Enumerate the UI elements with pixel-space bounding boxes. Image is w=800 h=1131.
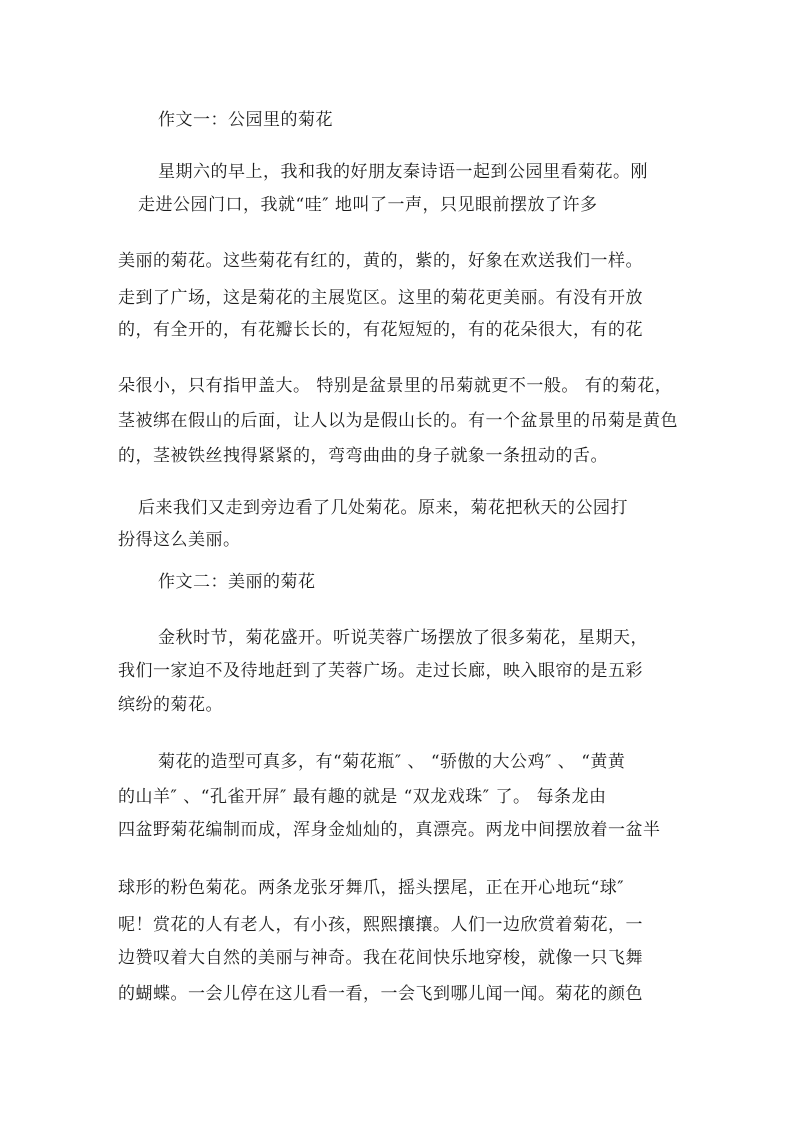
text-line: 呢！赏花的人有老人，有小孩，熙熙攘攘。人们一边欣赏着菊花，一 [118, 915, 643, 935]
text-line: 菊花的造型可真多，有“菊花瓶″ 、 “骄傲的大公鸡″ 、 “黄黄 [158, 752, 626, 772]
text-line: 走到了广场，这是菊花的主展览区。这里的菊花更美丽。有没有开放 [118, 288, 643, 308]
text-line: 金秋时节，菊花盛开。听说芙蓉广场摆放了很多菊花，星期天， [158, 628, 648, 648]
text-line: 星期六的早上，我和我的好朋友秦诗语一起到公园里看菊花。刚 [158, 162, 648, 182]
text-line: 我们一家迫不及待地赶到了芙蓉广场。走过长廊，映入眼帘的是五彩 [118, 661, 643, 681]
text-line: 美丽的菊花。这些菊花有红的，黄的，紫的，好象在欢送我们一样。 [118, 251, 643, 271]
text-line: 走进公园门口，我就“哇″ 地叫了一声，只见眼前摆放了许多 [138, 195, 598, 215]
text-line: 扮得这么美丽。 [118, 530, 241, 550]
essay-1-title: 作文一：公园里的菊花 [158, 110, 333, 130]
text-line: 球形的粉色菊花。两条龙张牙舞爪，摇头摆尾，正在开心地玩“球″ [118, 878, 625, 898]
text-line: 的，有全开的，有花瓣长长的，有花短短的，有的花朵很大，有的花 [118, 320, 643, 340]
text-line: 的，茎被铁丝拽得紧紧的，弯弯曲曲的身子就象一条扭动的舌。 [118, 446, 608, 466]
text-line: 的山羊″ 、“孔雀开屏″ 最有趣的就是 “双龙戏珠″ 了。 每条龙由 [118, 787, 607, 807]
text-line: 朵很小，只有指甲盖大。 特别是盆景里的吊菊就更不一般。 有的菊花， [118, 376, 673, 396]
text-line: 四盆野菊花编制而成，浑身金灿灿的，真漂亮。两龙中间摆放着一盆半 [118, 820, 661, 840]
text-line: 后来我们又走到旁边看了几处菊花。原来，菊花把秋天的公园打 [138, 498, 628, 518]
text-line: 边赞叹着大自然的美丽与神奇。我在花间快乐地穿梭，就像一只飞舞 [118, 948, 643, 968]
text-line: 茎被绑在假山的后面，让人以为是假山长的。有一个盆景里的吊菊是黄色 [118, 411, 678, 431]
text-line: 的蝴蝶。一会儿停在这儿看一看，一会飞到哪儿闻一闻。菊花的颜色 [118, 984, 643, 1004]
text-line: 缤纷的菊花。 [118, 695, 223, 715]
essay-2-title: 作文二：美丽的菊花 [158, 572, 316, 592]
